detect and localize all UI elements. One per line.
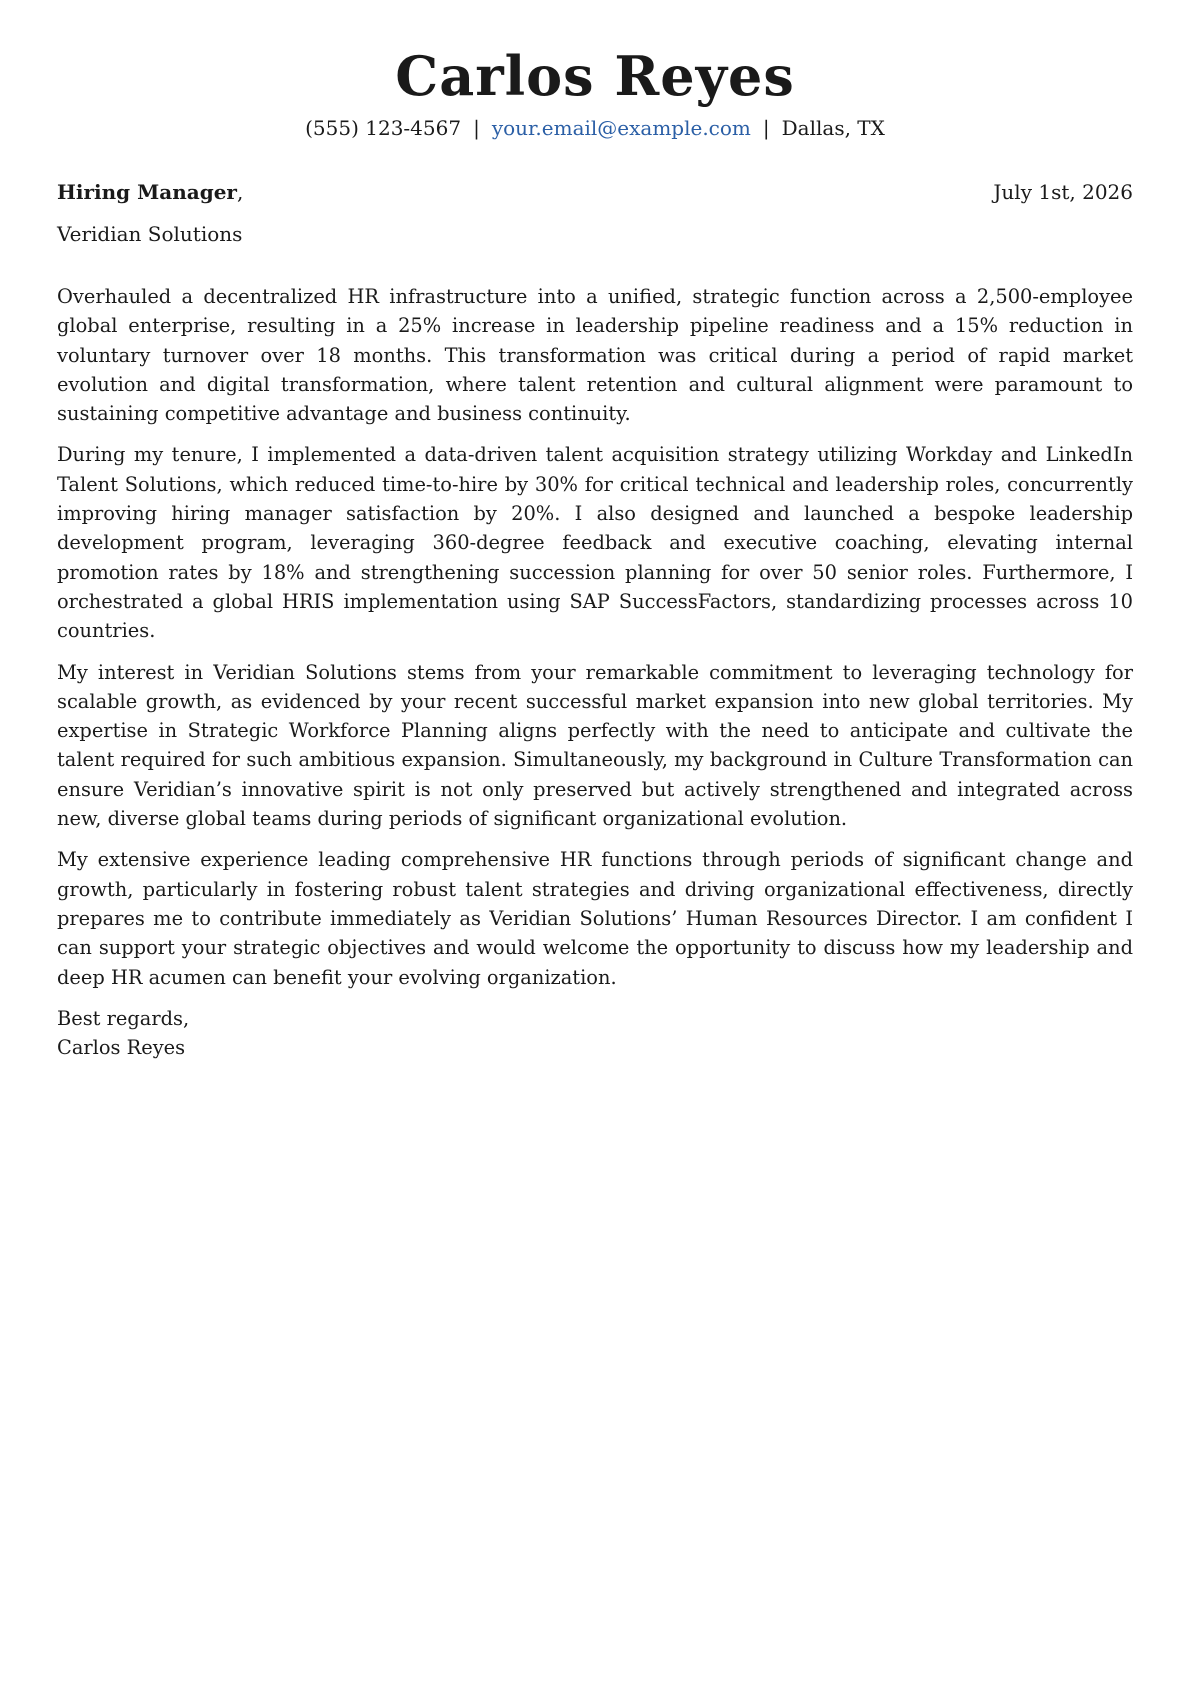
- letter-body: [57, 282, 1133, 1062]
- recipient-title-suffix: ,: [236, 180, 244, 204]
- body-paragraph: Overhauled a decentralized HR infrastructure into a unified, strategic function across a 2,500-employee global enterprise, resulting in a 25% increase in leadership pipeline readiness and a 15% reduction in voluntary turnover over 18 months. This transformation was critical during a period of rapid market evolution and digital transformation, where talent retention and cultural alignment were paramount to sustaining competitive advantage and business continuity.: [57, 285, 1133, 426]
- body-paragraph: During my tenure, I implemented a data-driven talent acquisition strategy utilizing Workday and LinkedIn Talent Solutions, which reduced time-to-hire by 30% for critical technical and leadership roles, concurrently improving hiring manager satisfaction by 20%. I also designed and launched a bespoke leadership development program, leveraging 360-degree feedback and executive coaching, elevating internal promotion rates by 18% and strengthening succession planning for over 50 senior roles. Furthermore, I orchestrated a global HRIS implementation using SAP SuccessFactors, standardizing processes across 10 countries.: [57, 443, 1133, 643]
- recipient-row: [57, 178, 1133, 206]
- closing-block: [57, 1004, 1133, 1063]
- location: Dallas, TX: [781, 116, 885, 140]
- applicant-name: Carlos Reyes: [395, 44, 795, 108]
- contact-separator: |: [762, 116, 770, 140]
- contact-line: [57, 114, 1133, 142]
- recipient-company: Veridian Solutions: [57, 222, 243, 246]
- closing-salutation: Best regards,: [57, 1006, 190, 1030]
- letter-date: July 1st, 2026: [993, 180, 1133, 204]
- signature-name: Carlos Reyes: [57, 1036, 186, 1060]
- phone-number: (555) 123-4567: [305, 116, 462, 140]
- contact-separator: |: [473, 116, 480, 140]
- body-paragraph: My interest in Veridian Solutions stems from your remarkable commitment to leveraging technology for scalable growth, as evidenced by your recent successful market expansion into new global territories. My expertise in Strategic Workforce Planning aligns perfectly with the need to anticipate and cultivate the talent required for such ambitious expansion. Simultaneously, my background in Culture Transformation can ensure Veridian’s innovative spirit is not only preserved but actively strengthened and integrated across new, diverse global teams during periods of significant organizational evolution.: [57, 660, 1133, 831]
- recipient-title: Hiring Manager: [57, 180, 237, 204]
- email-link[interactable]: your.email@example.com: [491, 116, 751, 140]
- recipient-line: [57, 178, 243, 206]
- body-paragraph: My extensive experience leading comprehensive HR functions through periods of significant change and growth, particularly in fostering robust talent strategies and driving organizational effectiveness, directly prepares me to contribute immediately as Veridian Solutions’ Human Resources Director. I am confident I can support your strategic objectives and would welcome the opportunity to discuss how my leadership and deep HR acumen can benefit your evolving organization.: [57, 848, 1133, 989]
